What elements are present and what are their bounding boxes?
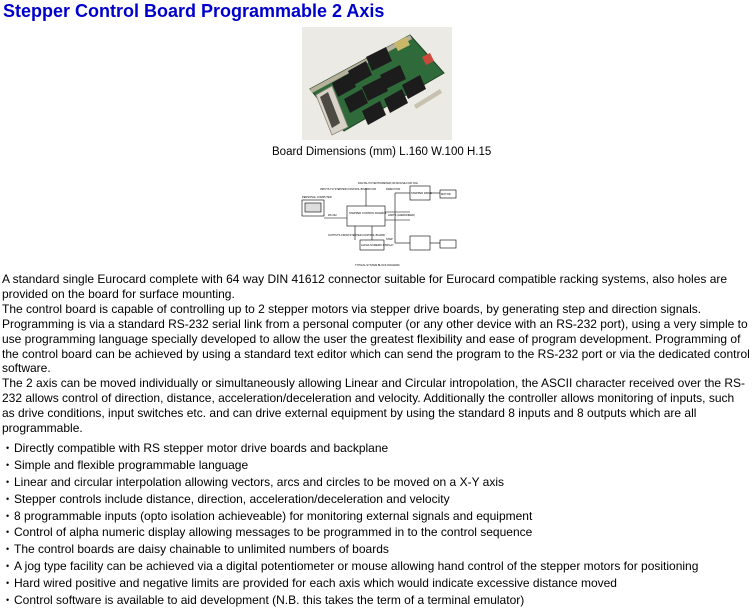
bullet-icon: • xyxy=(6,476,10,487)
bullet-icon: • xyxy=(6,443,10,453)
bullet-icon: • xyxy=(6,561,10,572)
feature-item xyxy=(6,541,750,558)
feature-text: Control software is available to aid development (N.B. this takes the term of a terminal emulator) xyxy=(14,593,525,608)
feature-text: Linear and circular interpolation allowing vectors, arcs and circles to be moved on a X-Y axis xyxy=(14,474,505,489)
bullet-icon: • xyxy=(6,459,10,470)
diagram-label-board: STEPPER CONTROL BOARD 1 xyxy=(349,212,387,215)
feature-item xyxy=(6,491,750,508)
diagram-label-outputs: OUTPUTS FROM STEPPER CONTROL BOARD xyxy=(328,234,385,237)
description-paragraph: The 2 axis can be moved individually or simultaneously allowing Linear and Circular intropolation, the ASCII character received over the RS-232 allows control of direction, distance, acceleration/deceleration and velocity. Additionally the controller allows monitoring of inputs, such as drive conditions, input switches etc. and can drive external equipment by using the standard 8 inputs and 8 outputs which are all programmable. xyxy=(2,376,746,436)
diagram-label-limits: LIMITS (HARDWIRED) xyxy=(388,214,415,217)
bullet-icon: • xyxy=(6,544,10,555)
bullet-icon: • xyxy=(6,578,10,589)
bullet-icon: • xyxy=(6,595,10,606)
feature-text: Simple and flexible programmable language xyxy=(14,457,249,472)
feature-text: Hard wired positive and negative limits are provided for each axis which would indicate excessive distance moved xyxy=(14,576,617,591)
feature-item xyxy=(6,575,750,592)
feature-item xyxy=(6,457,750,474)
feature-item xyxy=(6,524,750,541)
feature-text: Stepper controls include distance, direction, acceleration/deceleration and velocity xyxy=(14,491,450,506)
feature-item xyxy=(6,558,750,575)
diagram-label-alpha: ALPHA NUMERIC DISPLAY xyxy=(361,244,394,247)
diagram-label-motor: MOTOR xyxy=(441,193,451,196)
feature-text: A jog type facility can be achieved via a digital potentiometer or mouse allowing hand control of the stepper motors for positioning xyxy=(14,559,699,574)
feature-item xyxy=(6,508,750,525)
bullet-icon: • xyxy=(6,493,10,504)
feature-text: 8 programmable inputs (opto isolation achieveable) for monitoring external signals and equipment xyxy=(14,508,533,523)
description-paragraph: The control board is capable of controlling up to 2 stepper motors via stepper drive boards, by generating step and direction signals. Programming is via a standard RS-232 serial link from a personal computer (or any other device with an RS-232 port), using a very simple to use programming language specially developed to allow the user the greatest flexibility and ease of program development. Programming of the control board can be achieved by using a standard text editor which can send the program to the RS-232 port or via the dedicated control software. xyxy=(2,301,750,376)
diagram-label-host: PERSONAL COMPUTER xyxy=(302,196,332,199)
diagram-label-digital: DIGITAL POTENTIOMETER OR MOUSE FOR JOG xyxy=(358,182,418,185)
feature-item xyxy=(6,592,750,609)
diagram-label-inputs: INPUTS TO STEPPER CONTROL BOARD FOR xyxy=(320,188,377,191)
diagram-label-rs232: RS 232 xyxy=(328,214,337,217)
description-paragraph: A standard single Eurocard complete with 64 way DIN 41612 connector suitable for Eurocard compatible racking systems, also holes are provided on the board for surface mounting. xyxy=(2,272,728,301)
feature-text: The control boards are daisy chainable to unlimited numbers of boards xyxy=(14,542,389,557)
system-block-diagram xyxy=(300,178,470,268)
feature-item xyxy=(6,440,750,457)
diagram-label-footer: TYPICAL SYSTEM BLOCK DIAGRAM xyxy=(355,264,400,267)
bullet-icon: • xyxy=(6,510,10,521)
diagram-label-step: STEP xyxy=(386,238,393,241)
board-dimensions-caption: Board Dimensions (mm) L.160 W.100 H.15 xyxy=(272,146,492,158)
page-title: Stepper Control Board Programmable 2 Axis xyxy=(3,1,385,21)
bullet-icon: • xyxy=(6,527,10,538)
board-photo xyxy=(302,27,452,140)
feature-text: Directly compatible with RS stepper motor drive boards and backplane xyxy=(14,441,389,455)
feature-text: Control of alpha numeric display allowing messages to be programmed in to the control sequence xyxy=(14,525,533,540)
description-text xyxy=(2,272,750,436)
feature-list xyxy=(6,440,750,609)
feature-item xyxy=(6,474,750,491)
diagram-label-driver: STEPPER DRIVE xyxy=(411,192,432,195)
diagram-label-direction: DIRECTION xyxy=(386,188,401,191)
